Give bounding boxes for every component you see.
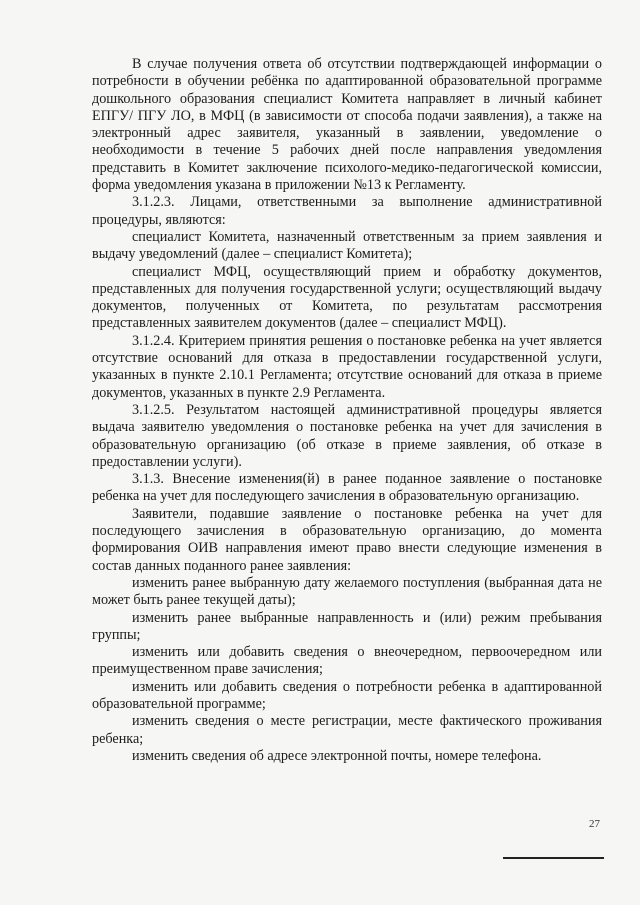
paragraph-mfc-specialist: специалист МФЦ, осуществляющий прием и обработку документов, представленных для получения государственной услуги; осуществляющий выдачу документов, полученных от Комитета, по результатам рассмотрения представленных заявителем документов (далее – специалист МФЦ). xyxy=(92,263,602,332)
list-item-change-group: изменить ранее выбранные направленность и (или) режим пребывания группы; xyxy=(92,609,602,643)
paragraph-applicants-rights: Заявители, подавшие заявление о постановке ребенка на учет для последующего зачисления в образовательную организацию, до момента формирования ОИВ направления имеют право внести следующие изменения в состав данных поданного ранее заявления: xyxy=(92,505,602,574)
paragraph-3-1-2-4: 3.1.2.4. Критерием принятия решения о постановке ребенка на учет является отсутствие оснований для отказа в предоставлении государственной услуги, указанных в пункте 2.10.1 Регламента; отсутствие оснований для отказа в приеме документов, указанных в пункте 2.9 Регламента. xyxy=(92,332,602,401)
paragraph-response-notice: В случае получения ответа об отсутствии подтверждающей информации о потребности в обучении ребёнка по адаптированной образовательной программе дошкольного образования специалист Комитета направляет в личный кабинет ЕПГУ/ ПГУ ЛО, в МФЦ (в зависимости от способа подачи заявления), а также на электронный адрес заявителя, указанный в заявлении, уведомление о необходимости в течение 5 рабочих дней после направления уведомления представить в Комитет заключение психолого-медико-педагогической комиссии, форма уведомления указана в приложении №13 к Регламенту. xyxy=(92,56,602,194)
paragraph-3-1-2-5: 3.1.2.5. Результатом настоящей административной процедуры является выдача заявителю уведомления о постановке ребенка на учет для зачисления в образовательную организацию (об отказе в приеме заявления, об отказе в предоставлении услуги). xyxy=(92,401,602,470)
list-item-change-contacts: изменить сведения об адресе электронной почты, номере телефона. xyxy=(132,747,542,764)
list-item-change-date: изменить ранее выбранную дату желаемого поступления (выбранная дата не может быть ранее текущей даты); xyxy=(92,574,602,609)
document-body xyxy=(92,56,602,765)
list-item-change-program: изменить или добавить сведения о потребности ребенка в адаптированной образовательной программе; xyxy=(92,678,602,712)
paragraph-3-1-3: 3.1.3. Внесение изменения(й) в ранее поданное заявление о постановке ребенка на учет для последующего зачисления в образовательную организацию. xyxy=(92,471,602,505)
paragraph-3-1-2-3: 3.1.2.3. Лицами, ответственными за выполнение административной процедуры, являются: xyxy=(92,194,602,228)
list-item-change-priority: изменить или добавить сведения о внеочередном, первоочередном или преимущественном праве зачисления; xyxy=(92,644,602,678)
page-number: 27 xyxy=(589,818,600,830)
paragraph-committee-specialist: специалист Комитета, назначенный ответственным за прием заявления и выдачу уведомлений (далее – специалист Комитета); xyxy=(92,228,602,263)
footer-rule xyxy=(503,857,604,859)
list-item-change-address: изменить сведения о месте регистрации, месте фактического проживания ребенка; xyxy=(92,713,602,747)
